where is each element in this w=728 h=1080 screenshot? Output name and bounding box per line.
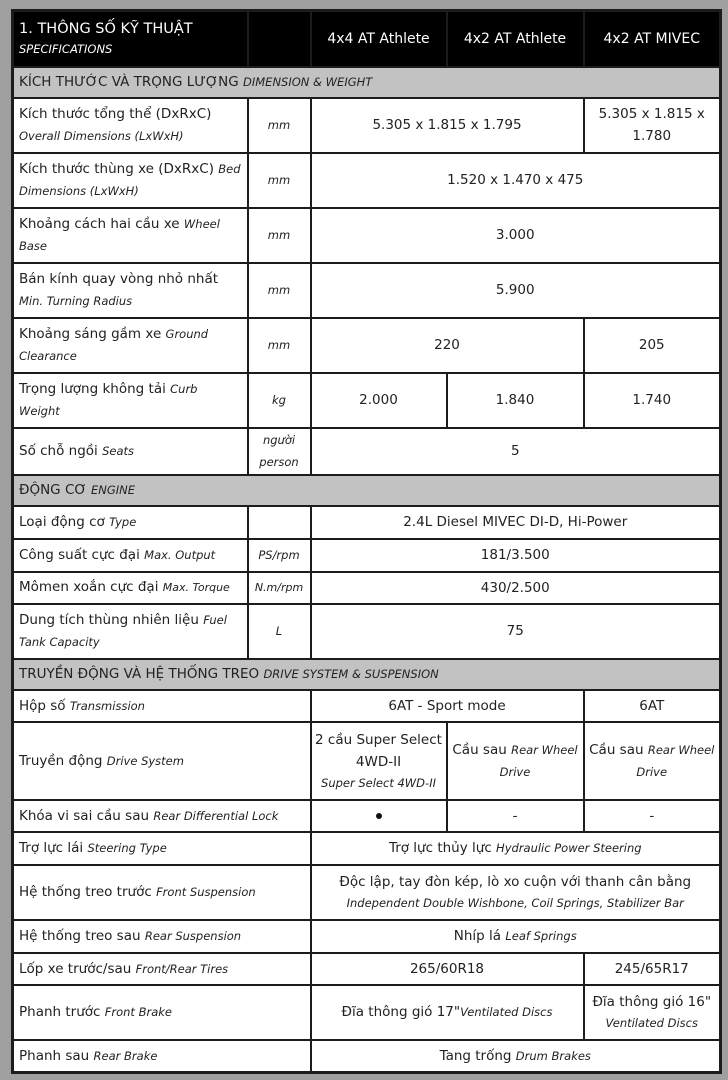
value-cell: 5.305 x 1.815 x 1.780 xyxy=(584,98,721,153)
value-vi: 2 cầu Super Select 4WD-II xyxy=(315,731,442,770)
row-label xyxy=(13,263,248,318)
model-4x4-at-athlete: 4x4 AT Athlete xyxy=(311,11,447,67)
row-rear-diff-lock xyxy=(13,800,721,832)
label-vi: Phanh sau xyxy=(19,1047,90,1064)
label-en: Rear Differential Lock xyxy=(153,808,279,823)
section-en: DRIVE SYSTEM & SUSPENSION xyxy=(263,667,439,681)
value-en: Leaf Springs xyxy=(505,929,577,943)
label-en: Drive System xyxy=(106,753,184,768)
row-label xyxy=(13,722,311,800)
label-vi: Kích thước thùng xe (DxRxC) xyxy=(19,161,214,177)
row-front-suspension xyxy=(13,865,721,920)
row-label xyxy=(13,208,248,263)
section-engine xyxy=(13,475,721,506)
value-cell: 2.000 xyxy=(311,373,447,428)
value-cell: 6AT - Sport mode xyxy=(311,690,584,722)
value-cell: 1.840 xyxy=(447,373,584,428)
row-label xyxy=(13,373,248,428)
value-cell xyxy=(584,985,721,1040)
section-vi: KÍCH THƯỚC VÀ TRỌNG LƯỢNG xyxy=(19,74,239,90)
row-label xyxy=(13,98,248,153)
value-cell: 5 xyxy=(311,428,721,475)
row-drive-system xyxy=(13,722,721,800)
row-label xyxy=(13,539,248,572)
value-cell xyxy=(311,1040,721,1073)
label-en: Curb Weight xyxy=(19,382,198,418)
row-transmission xyxy=(13,690,721,722)
title-vi: 1. THÔNG SỐ KỸ THUẬT xyxy=(19,20,193,37)
value-cell: 75 xyxy=(311,604,721,659)
label-en: Fuel Tank Capacity xyxy=(19,613,227,649)
value-en: Ventilated Discs xyxy=(605,1016,698,1030)
label-en: Wheel Base xyxy=(19,217,220,253)
value-en: Independent Double Wishbone, Coil Springs, Stabilizer Bar xyxy=(346,896,684,910)
section-heading xyxy=(13,475,721,506)
section-drive-suspension xyxy=(13,659,721,690)
row-fuel-tank xyxy=(13,604,721,659)
value-cell xyxy=(311,722,447,800)
value-cell: 1.740 xyxy=(584,373,721,428)
unit-en: person xyxy=(259,455,299,469)
label-en: Rear Suspension xyxy=(144,929,242,943)
row-rear-brake xyxy=(13,1040,721,1073)
section-vi: TRUYỀN ĐỘNG VÀ HỆ THỐNG TREO xyxy=(19,666,260,682)
value-cell xyxy=(311,865,721,920)
table-title xyxy=(13,11,248,67)
standard-dot-icon xyxy=(376,813,382,819)
value-vi: Cầu sau xyxy=(589,741,644,758)
value-cell: 6AT xyxy=(584,690,721,722)
label-vi: Khoảng sáng gầm xe xyxy=(19,326,162,342)
value-cell: 245/65R17 xyxy=(584,953,721,985)
section-dimension-weight xyxy=(13,67,721,98)
value-cell: - xyxy=(584,800,721,832)
row-steering xyxy=(13,832,721,865)
row-label xyxy=(13,153,248,208)
label-en: Bed Dimensions (LxWxH) xyxy=(19,162,241,198)
value-en: Hydraulic Power Steering xyxy=(496,841,642,855)
unit-cell: kg xyxy=(248,373,311,428)
label-en: Ground Clearance xyxy=(19,327,209,363)
label-en: Seats xyxy=(102,444,135,458)
value-cell: 265/60R18 xyxy=(311,953,584,985)
label-en: Overall Dimensions (LxWxH) xyxy=(19,129,184,143)
row-front-brake xyxy=(13,985,721,1040)
label-vi: Phanh trước xyxy=(19,1004,101,1020)
value-cell xyxy=(584,722,721,800)
label-en: Rear Brake xyxy=(93,1048,158,1063)
value-cell xyxy=(311,985,584,1040)
row-label xyxy=(13,985,311,1040)
row-label xyxy=(13,832,311,865)
label-en: Min. Turning Radius xyxy=(19,294,133,308)
label-en: Max. Output xyxy=(144,548,216,562)
label-vi: Khóa vi sai cầu sau xyxy=(19,807,150,824)
label-vi: Công suất cực đại xyxy=(19,547,140,563)
row-curb-weight xyxy=(13,373,721,428)
value-cell: 5.305 x 1.815 x 1.795 xyxy=(311,98,584,153)
value-en: Drum Brakes xyxy=(515,1048,591,1063)
label-vi: Khoảng cách hai cầu xe xyxy=(19,216,180,232)
unit-cell: N.m/rpm xyxy=(248,572,311,604)
unit-cell: L xyxy=(248,604,311,659)
unit-cell xyxy=(248,428,311,475)
label-vi: Bán kính quay vòng nhỏ nhất xyxy=(19,271,219,287)
unit-cell: PS/rpm xyxy=(248,539,311,572)
value-cell xyxy=(447,722,584,800)
value-cell: 3.000 xyxy=(311,208,721,263)
value-cell: 2.4L Diesel MIVEC DI-D, Hi-Power xyxy=(311,506,721,539)
row-seats xyxy=(13,428,721,475)
row-label xyxy=(13,953,311,985)
label-en: Transmission xyxy=(69,698,145,713)
model-4x2-at-athlete: 4x2 AT Athlete xyxy=(447,11,584,67)
label-en: Front/Rear Tires xyxy=(135,961,229,976)
label-en: Steering Type xyxy=(87,841,167,855)
label-en: Front Suspension xyxy=(156,885,256,899)
label-vi: Truyền động xyxy=(19,752,103,769)
section-en: DIMENSION & WEIGHT xyxy=(243,75,373,89)
value-cell: 205 xyxy=(584,318,721,373)
title-en: SPECIFICATIONS xyxy=(19,41,113,56)
row-label xyxy=(13,1040,311,1073)
row-max-torque xyxy=(13,572,721,604)
value-vi: Tang trống xyxy=(439,1047,512,1064)
row-overall-dimensions xyxy=(13,98,721,153)
label-vi: Kích thước tổng thể (DxRxC) xyxy=(19,106,212,122)
value-vi: Đĩa thông gió 17" xyxy=(341,1004,461,1020)
value-cell xyxy=(311,800,447,832)
unit-cell: mm xyxy=(248,153,311,208)
label-vi: Trợ lực lái xyxy=(19,840,84,856)
value-vi: Nhíp lá xyxy=(453,928,502,944)
label-en: Type xyxy=(109,515,137,529)
unit-vi: người xyxy=(262,433,296,447)
unit-cell xyxy=(248,506,311,539)
section-vi: ĐỘNG CƠ xyxy=(19,482,87,498)
label-vi: Mômen xoắn cực đại xyxy=(19,579,159,595)
label-vi: Hộp số xyxy=(19,697,66,714)
value-en: Rear Wheel Drive xyxy=(636,742,715,779)
label-vi: Dung tích thùng nhiên liệu xyxy=(19,612,199,628)
value-cell: 5.900 xyxy=(311,263,721,318)
row-bed-dimensions xyxy=(13,153,721,208)
label-vi: Trọng lượng không tải xyxy=(19,381,166,397)
value-cell: - xyxy=(447,800,584,832)
unit-cell: mm xyxy=(248,318,311,373)
row-wheel-base xyxy=(13,208,721,263)
value-cell: 430/2.500 xyxy=(311,572,721,604)
row-label xyxy=(13,604,248,659)
unit-cell: mm xyxy=(248,98,311,153)
row-label xyxy=(13,572,248,604)
value-en: Ventilated Discs xyxy=(460,1005,553,1019)
model-4x2-at-mivec: 4x2 AT MIVEC xyxy=(584,11,721,67)
value-en: Rear Wheel Drive xyxy=(499,742,578,779)
section-heading xyxy=(13,67,721,98)
row-label xyxy=(13,800,311,832)
specifications-table xyxy=(11,9,722,1074)
value-cell: 181/3.500 xyxy=(311,539,721,572)
table-header-row xyxy=(13,11,721,67)
label-vi: Loại động cơ xyxy=(19,514,105,530)
value-vi: Đĩa thông gió 16" xyxy=(592,994,712,1010)
row-label xyxy=(13,865,311,920)
value-cell xyxy=(311,832,721,865)
unit-cell: mm xyxy=(248,208,311,263)
value-en: Super Select 4WD-II xyxy=(321,775,436,790)
label-en: Max. Torque xyxy=(162,581,230,594)
row-tires xyxy=(13,953,721,985)
value-cell: 1.520 x 1.470 x 475 xyxy=(311,153,721,208)
row-label xyxy=(13,318,248,373)
row-turning-radius xyxy=(13,263,721,318)
unit-header xyxy=(248,11,311,67)
unit-cell: mm xyxy=(248,263,311,318)
row-label xyxy=(13,506,248,539)
row-engine-type xyxy=(13,506,721,539)
value-vi: Cầu sau xyxy=(452,741,507,758)
value-vi: Trợ lực thủy lực xyxy=(388,840,492,856)
row-label xyxy=(13,920,311,953)
value-cell: 220 xyxy=(311,318,584,373)
label-vi: Hệ thống treo trước xyxy=(19,884,152,900)
row-label xyxy=(13,690,311,722)
label-vi: Lốp xe trước/sau xyxy=(19,960,132,977)
section-heading xyxy=(13,659,721,690)
label-en: Front Brake xyxy=(104,1005,172,1019)
row-label xyxy=(13,428,248,475)
section-en: ENGINE xyxy=(91,483,136,497)
row-ground-clearance xyxy=(13,318,721,373)
row-rear-suspension xyxy=(13,920,721,953)
value-cell xyxy=(311,920,721,953)
value-vi: Độc lập, tay đòn kép, lò xo cuộn với thanh cân bằng xyxy=(339,874,692,890)
label-vi: Hệ thống treo sau xyxy=(19,928,141,944)
label-vi: Số chỗ ngồi xyxy=(19,443,98,459)
row-max-output xyxy=(13,539,721,572)
